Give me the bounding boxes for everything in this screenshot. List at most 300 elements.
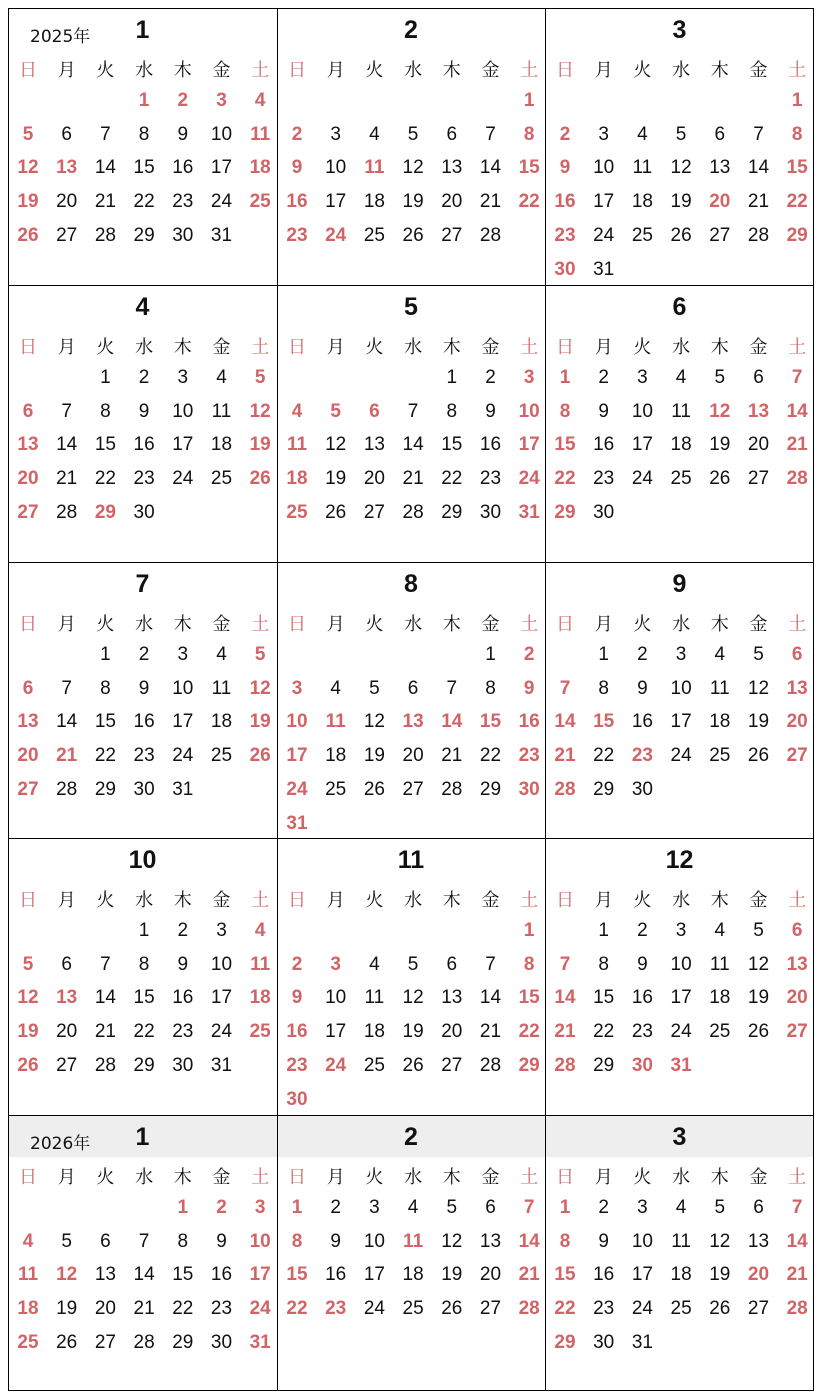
holiday-day: 2: [291, 953, 303, 975]
holiday-day: 23: [325, 1298, 347, 1320]
day-cell: 10: [172, 400, 194, 422]
day-cell: 16: [593, 1264, 615, 1286]
holiday-day: 12: [249, 400, 271, 422]
weekday-header: 金: [212, 614, 231, 635]
grid-line-horizontal: [8, 1390, 814, 1391]
holiday-day: 3: [291, 677, 303, 699]
holiday-day: 15: [786, 157, 808, 179]
weekday-header: 金: [481, 890, 500, 911]
day-cell: 24: [172, 745, 194, 767]
weekday-header: 土: [251, 60, 270, 81]
weekday-header: 土: [520, 890, 539, 911]
day-cell: 27: [441, 1054, 463, 1076]
day-cell: 7: [61, 400, 72, 422]
weekday-header: 木: [442, 614, 461, 635]
day-cell: 9: [485, 400, 496, 422]
holiday-day: 20: [17, 745, 39, 767]
day-cell: 1: [598, 920, 609, 941]
weekday-header: 日: [288, 890, 306, 911]
weekday-header: 金: [212, 1167, 231, 1188]
holiday-day: 14: [554, 987, 576, 1009]
day-cell: 14: [133, 1264, 155, 1286]
weekday-header: 土: [520, 614, 539, 635]
day-cell: 5: [675, 123, 687, 145]
holiday-day: 24: [286, 778, 308, 800]
holiday-day: 24: [518, 468, 540, 490]
day-cell: 26: [441, 1298, 463, 1320]
day-cell: 17: [670, 711, 692, 733]
day-cell: 25: [363, 1054, 385, 1076]
weekday-header: 火: [96, 614, 115, 635]
year-label: 2025年: [30, 27, 91, 47]
month-block: [545, 8, 814, 285]
weekday-header: 金: [749, 1167, 768, 1188]
holiday-day: 13: [56, 987, 78, 1009]
day-cell: 21: [133, 1298, 155, 1320]
day-cell: 7: [485, 953, 496, 975]
holiday-day: 1: [177, 1197, 189, 1218]
day-cell: 13: [441, 157, 463, 179]
holiday-day: 6: [22, 677, 34, 699]
weekday-header: 金: [749, 337, 768, 358]
holiday-day: 11: [17, 1264, 39, 1286]
day-cell: 26: [402, 1054, 424, 1076]
day-cell: 29: [133, 224, 155, 246]
weekday-header: 木: [710, 614, 729, 635]
weekday-header: 金: [212, 60, 231, 81]
holiday-day: 24: [325, 1054, 347, 1076]
day-cell: 12: [670, 157, 692, 179]
holiday-day: 22: [518, 191, 540, 213]
weekday-header: 水: [672, 890, 691, 911]
weekday-header: 木: [173, 890, 192, 911]
day-cell: 10: [593, 157, 615, 179]
weekday-header: 日: [288, 60, 306, 81]
day-cell: 4: [714, 644, 726, 665]
day-cell: 20: [441, 1021, 463, 1043]
day-cell: 1: [485, 644, 496, 665]
weekday-header: 水: [135, 60, 154, 81]
day-cell: 25: [402, 1298, 424, 1320]
day-cell: 28: [133, 1331, 155, 1353]
month-block: [277, 1115, 545, 1391]
day-cell: 24: [593, 224, 615, 246]
month-number: 5: [404, 293, 418, 321]
day-cell: 28: [479, 224, 502, 246]
holiday-day: 5: [254, 367, 266, 388]
holiday-day: 15: [479, 711, 502, 733]
weekday-header: 月: [594, 614, 613, 635]
grid-line-horizontal: [8, 8, 814, 9]
day-cell: 4: [675, 367, 687, 388]
holiday-day: 21: [554, 745, 576, 767]
weekday-header: 火: [365, 337, 384, 358]
day-cell: 21: [402, 468, 424, 490]
day-cell: 15: [172, 1264, 194, 1286]
day-cell: 20: [56, 191, 78, 213]
day-cell: 26: [402, 224, 424, 246]
weekday-header: 日: [556, 890, 574, 911]
day-cell: 12: [402, 987, 424, 1009]
holiday-day: 29: [518, 1054, 540, 1076]
holiday-day: 4: [254, 920, 266, 941]
holiday-day: 20: [709, 191, 731, 213]
holiday-day: 10: [249, 1230, 271, 1252]
holiday-day: 26: [249, 468, 271, 490]
day-cell: 22: [441, 468, 463, 490]
holiday-day: 15: [518, 987, 540, 1009]
month-number: 2: [404, 16, 418, 44]
holiday-day: 27: [786, 745, 808, 767]
holiday-day: 28: [518, 1298, 540, 1320]
day-cell: 6: [446, 123, 458, 145]
day-cell: 1: [100, 644, 111, 665]
day-cell: 16: [172, 157, 194, 179]
weekday-header: 火: [633, 1167, 652, 1188]
day-cell: 25: [670, 468, 692, 490]
day-cell: 19: [709, 434, 731, 456]
holiday-day: 23: [286, 1054, 308, 1076]
holiday-day: 2: [559, 123, 571, 145]
day-cell: 31: [172, 778, 194, 800]
holiday-day: 20: [786, 987, 808, 1009]
weekday-header: 木: [710, 1167, 729, 1188]
day-cell: 19: [363, 745, 385, 767]
weekday-header: 土: [788, 614, 807, 635]
day-cell: 8: [446, 400, 458, 422]
holiday-day: 4: [291, 400, 303, 422]
day-cell: 19: [402, 191, 424, 213]
weekday-header: 水: [672, 614, 691, 635]
day-cell: 12: [325, 434, 347, 456]
holiday-day: 31: [670, 1054, 692, 1076]
holiday-day: 13: [402, 711, 424, 733]
holiday-day: 13: [747, 400, 770, 422]
holiday-day: 22: [554, 468, 576, 490]
weekday-header: 日: [288, 614, 306, 635]
day-cell: 18: [363, 1021, 385, 1043]
day-cell: 28: [479, 1054, 502, 1076]
day-cell: 9: [637, 677, 648, 699]
holiday-day: 21: [786, 1264, 808, 1286]
weekday-header: 月: [326, 1167, 345, 1188]
weekday-header: 火: [633, 890, 652, 911]
holiday-day: 23: [518, 745, 540, 767]
day-cell: 8: [177, 1230, 189, 1252]
holiday-day: 28: [554, 1054, 576, 1076]
day-cell: 23: [631, 1021, 653, 1043]
day-cell: 24: [631, 468, 653, 490]
day-cell: 15: [94, 434, 116, 456]
weekday-header: 日: [288, 337, 306, 358]
day-cell: 7: [446, 677, 458, 699]
day-cell: 26: [709, 1298, 731, 1320]
day-cell: 10: [210, 953, 233, 975]
weekday-header: 金: [481, 60, 500, 81]
day-cell: 6: [100, 1230, 111, 1252]
day-cell: 5: [714, 1197, 726, 1218]
holiday-day: 8: [559, 400, 571, 422]
day-cell: 24: [172, 468, 194, 490]
day-cell: 3: [177, 644, 189, 665]
day-cell: 10: [210, 123, 233, 145]
day-cell: 3: [637, 1197, 648, 1218]
weekday-header: 月: [57, 614, 76, 635]
month-block: [277, 562, 545, 838]
holiday-day: 12: [17, 987, 39, 1009]
weekday-header: 水: [404, 614, 423, 635]
holiday-day: 1: [559, 1197, 571, 1218]
month-block: [8, 838, 277, 1115]
day-cell: 3: [216, 920, 227, 941]
weekday-header: 月: [326, 337, 345, 358]
holiday-day: 22: [786, 191, 808, 213]
grid-line-horizontal: [8, 838, 814, 839]
holiday-day: 27: [17, 501, 39, 523]
grid-line-vertical: [813, 8, 814, 1391]
holiday-day: 1: [523, 920, 535, 941]
holiday-day: 11: [250, 953, 271, 975]
day-cell: 10: [631, 400, 653, 422]
day-cell: 12: [747, 953, 770, 975]
day-cell: 26: [709, 468, 731, 490]
weekday-header: 土: [788, 60, 807, 81]
weekday-header: 木: [710, 60, 729, 81]
holiday-day: 6: [791, 644, 803, 665]
day-cell: 18: [709, 711, 731, 733]
day-cell: 8: [138, 123, 150, 145]
holiday-day: 12: [56, 1264, 78, 1286]
day-cell: 16: [172, 987, 194, 1009]
day-cell: 23: [593, 468, 615, 490]
day-cell: 10: [325, 987, 347, 1009]
weekday-header: 月: [594, 1167, 613, 1188]
day-cell: 21: [56, 468, 78, 490]
day-cell: 22: [133, 191, 155, 213]
day-cell: 5: [714, 367, 726, 388]
day-cell: 30: [593, 1331, 615, 1353]
day-cell: 8: [485, 677, 496, 699]
day-cell: 8: [598, 677, 609, 699]
weekday-header: 水: [404, 890, 423, 911]
month-block: [8, 285, 277, 562]
holiday-day: 3: [330, 953, 341, 975]
day-cell: 21: [441, 745, 463, 767]
day-cell: 9: [598, 400, 609, 422]
day-cell: 5: [753, 644, 764, 665]
day-cell: 6: [753, 1197, 764, 1218]
day-cell: 17: [631, 434, 653, 456]
day-cell: 15: [133, 987, 155, 1009]
day-cell: 2: [637, 644, 648, 665]
day-cell: 26: [747, 1021, 770, 1043]
day-cell: 12: [709, 1230, 731, 1252]
day-cell: 9: [177, 123, 189, 145]
day-cell: 23: [172, 191, 194, 213]
holiday-day: 15: [593, 711, 615, 733]
day-cell: 11: [671, 1230, 691, 1252]
month-number: 3: [672, 1123, 687, 1151]
day-cell: 17: [363, 1264, 385, 1286]
month-block: [277, 8, 545, 285]
weekday-header: 火: [633, 614, 652, 635]
weekday-header: 日: [556, 614, 574, 635]
day-cell: 12: [441, 1230, 463, 1252]
day-cell: 20: [402, 745, 424, 767]
day-cell: 10: [670, 953, 692, 975]
weekday-header: 日: [19, 337, 37, 358]
day-cell: 27: [94, 1331, 116, 1353]
month-number: 3: [672, 16, 687, 44]
month-block: [545, 1115, 814, 1391]
day-cell: 21: [479, 191, 502, 213]
weekday-header: 月: [594, 890, 613, 911]
day-cell: 13: [747, 1230, 770, 1252]
weekday-header: 木: [442, 337, 461, 358]
weekday-header: 火: [365, 1167, 384, 1188]
holiday-day: 1: [138, 90, 150, 111]
weekday-header: 木: [173, 60, 192, 81]
weekday-header: 水: [135, 1167, 154, 1188]
day-cell: 10: [172, 677, 194, 699]
weekday-header: 日: [19, 1167, 37, 1188]
holiday-day: 5: [330, 400, 341, 422]
holiday-day: 19: [17, 1021, 39, 1043]
weekday-header: 土: [788, 890, 807, 911]
holiday-day: 20: [786, 711, 808, 733]
weekday-header: 日: [556, 337, 574, 358]
holiday-day: 28: [786, 468, 808, 490]
weekday-header: 水: [404, 1167, 423, 1188]
weekday-header: 金: [749, 890, 768, 911]
holiday-day: 19: [249, 434, 271, 456]
month-block: [8, 8, 277, 285]
holiday-day: 30: [286, 1088, 308, 1110]
day-cell: 16: [133, 434, 155, 456]
holiday-day: 29: [786, 224, 808, 246]
day-cell: 5: [61, 1230, 72, 1252]
day-cell: 25: [210, 468, 233, 490]
weekday-header: 日: [19, 60, 37, 81]
holiday-day: 11: [325, 711, 346, 733]
weekday-header: 日: [288, 1167, 306, 1188]
weekday-header: 土: [788, 1167, 807, 1188]
day-cell: 31: [210, 1054, 233, 1076]
day-cell: 21: [94, 1021, 116, 1043]
day-cell: 24: [210, 191, 233, 213]
holiday-day: 31: [286, 812, 308, 834]
day-cell: 2: [138, 367, 150, 388]
holiday-day: 9: [291, 157, 303, 179]
day-cell: 12: [402, 157, 424, 179]
day-cell: 13: [94, 1264, 116, 1286]
month-block: [8, 562, 277, 838]
day-cell: 18: [709, 987, 731, 1009]
weekday-header: 火: [633, 337, 652, 358]
day-cell: 30: [172, 1054, 194, 1076]
holiday-day: 30: [631, 1054, 653, 1076]
day-cell: 19: [747, 987, 770, 1009]
day-cell: 28: [747, 224, 770, 246]
holiday-day: 21: [554, 1021, 576, 1043]
day-cell: 16: [325, 1264, 347, 1286]
day-cell: 16: [631, 711, 653, 733]
day-cell: 11: [632, 157, 653, 179]
day-cell: 9: [138, 400, 150, 422]
day-cell: 29: [172, 1331, 194, 1353]
weekday-header: 火: [365, 614, 384, 635]
day-cell: 4: [216, 644, 227, 665]
weekday-header: 月: [57, 890, 76, 911]
month-number: 2: [404, 1123, 418, 1151]
day-cell: 17: [172, 434, 194, 456]
day-cell: 21: [94, 191, 116, 213]
day-cell: 22: [479, 745, 502, 767]
day-cell: 12: [363, 711, 385, 733]
holiday-day: 18: [249, 157, 271, 179]
day-cell: 6: [485, 1197, 496, 1218]
day-cell: 26: [747, 745, 770, 767]
day-cell: 4: [714, 920, 726, 941]
holiday-day: 19: [17, 191, 39, 213]
day-cell: 10: [670, 677, 692, 699]
weekday-header: 水: [404, 337, 423, 358]
weekday-header: 月: [594, 60, 613, 81]
day-cell: 2: [485, 367, 496, 388]
holiday-day: 13: [786, 953, 808, 975]
weekday-header: 金: [749, 60, 768, 81]
weekday-header: 木: [173, 1167, 192, 1188]
holiday-day: 22: [554, 1298, 576, 1320]
day-cell: 14: [94, 157, 116, 179]
day-cell: 2: [177, 920, 189, 941]
holiday-day: 24: [325, 224, 347, 246]
day-cell: 15: [133, 157, 155, 179]
day-cell: 22: [94, 468, 116, 490]
day-cell: 2: [330, 1197, 341, 1218]
day-cell: 29: [479, 778, 502, 800]
day-cell: 1: [100, 367, 111, 388]
day-cell: 11: [671, 400, 691, 422]
day-cell: 6: [407, 677, 419, 699]
day-cell: 4: [369, 123, 380, 145]
day-cell: 17: [670, 987, 692, 1009]
holiday-day: 17: [249, 1264, 271, 1286]
holiday-day: 7: [791, 1197, 803, 1218]
day-cell: 30: [210, 1331, 233, 1353]
holiday-day: 3: [523, 367, 535, 388]
holiday-day: 21: [518, 1264, 540, 1286]
day-cell: 9: [216, 1230, 227, 1252]
day-cell: 17: [210, 157, 233, 179]
day-cell: 15: [441, 434, 463, 456]
day-cell: 7: [407, 400, 419, 422]
day-cell: 28: [94, 1054, 116, 1076]
day-cell: 22: [133, 1021, 155, 1043]
weekday-header: 木: [442, 890, 461, 911]
holiday-day: 17: [286, 745, 308, 767]
day-cell: 24: [670, 745, 692, 767]
month-number: 1: [135, 16, 150, 44]
day-cell: 8: [138, 953, 150, 975]
day-cell: 13: [479, 1230, 502, 1252]
holiday-day: 3: [254, 1197, 266, 1218]
holiday-day: 22: [286, 1298, 308, 1320]
day-cell: 4: [637, 123, 648, 145]
day-cell: 28: [441, 778, 463, 800]
month-number: 8: [404, 570, 418, 598]
day-cell: 23: [479, 468, 502, 490]
